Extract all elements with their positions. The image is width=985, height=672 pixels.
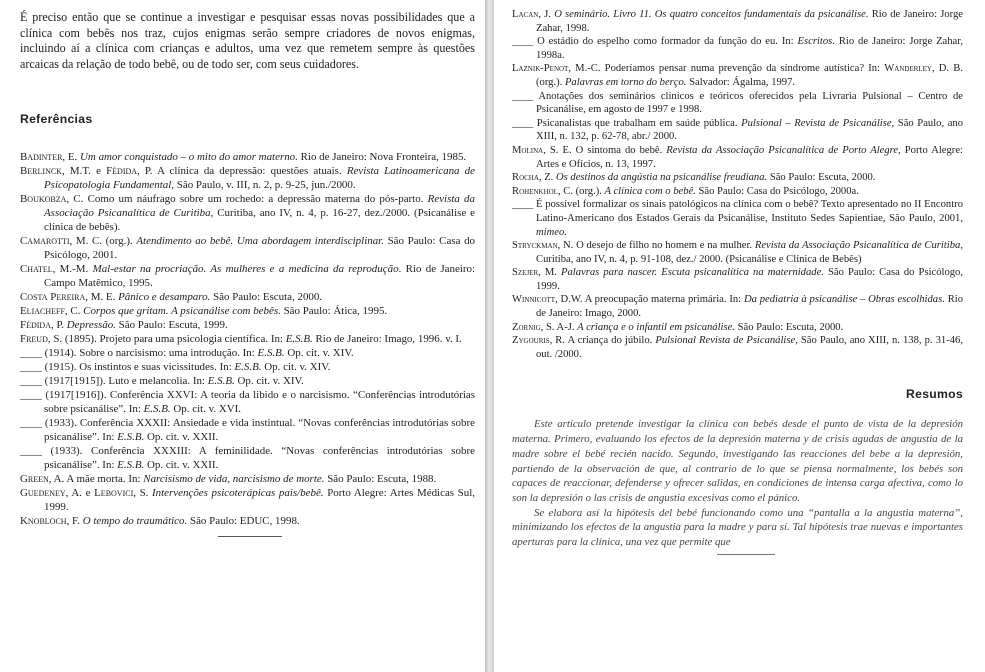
reference-title: Pulsional Revista de Psicanálise [655, 335, 796, 347]
reference-entry [512, 334, 963, 361]
reference-author: Fédida [20, 319, 51, 332]
reference-entry [512, 198, 963, 239]
reference-author: Zornig [512, 321, 541, 333]
reference-author: Lacan [512, 9, 539, 20]
reference-text: , A. A mãe morta. In: [48, 473, 144, 486]
reference-title: E.S.B. [234, 361, 262, 374]
reference-text: , F. [66, 515, 83, 528]
reference-author: Zygouris [512, 335, 550, 347]
reference-text: Op. cit. v. XXII. [144, 431, 219, 444]
reference-text: São Paulo: Casa do Psicólogo, 1999. [536, 267, 963, 292]
references-list [20, 150, 475, 528]
references-heading: Referências [20, 112, 93, 127]
reference-title: Revista da Associação Psicanalítica de Porto Alegre [666, 144, 899, 156]
reference-author: Boukobza [20, 193, 67, 206]
reference-text: , S. (1895). Projeto para uma psicologia científica. In: [47, 333, 286, 346]
reference-text: . Rio de Janeiro: Jorge Zahar, 1998a. [536, 36, 963, 61]
reference-title: Revista Latinoamericana de Psicopatologia Fundamental [44, 165, 475, 192]
reference-author: Rocha [512, 172, 539, 184]
reference-entry [512, 321, 963, 335]
reference-title: E.S.B. [207, 375, 235, 388]
reference-author: Laznik-Penot [512, 63, 569, 75]
reference-title: Pânico e desamparo. [118, 291, 211, 304]
reference-text: Porto Alegre: Artes Médicas Sul, 1999. [44, 487, 475, 514]
reference-text: , Curitiba, ano IV, n. 4, p. 91-108, dez./ 2000. (Psicanálise e Clínica de Bebês) [536, 240, 963, 265]
reference-title: Da pediatria à psicanálise – Obras escolhidas. [743, 294, 945, 306]
reference-author: Camarotti [20, 235, 70, 248]
reference-text: Rio de Janeiro: Imago, 2000. [536, 294, 963, 320]
reference-title: E.S.B. [117, 459, 145, 472]
reference-entry [20, 234, 475, 262]
reference-entry [20, 150, 475, 164]
reference-title: Intervenções psicoterápicas pais/bebê. [152, 487, 324, 500]
reference-text: (1933). Conferência XXXIII: A feminilidade. “Novas conferências introdutórias sobre psicanálise”. In: [41, 445, 475, 472]
reference-title: Um amor conquistado – o mito do amor materno. [80, 151, 298, 164]
reference-title: Revista da Associação Psicanalítica de Curitiba [44, 193, 475, 220]
reference-entry [512, 171, 963, 185]
reference-title: Escritos [797, 36, 833, 48]
reference-text: , São Paulo, v. III, n. 2, p. 9-25, jun./2000. [171, 179, 356, 192]
reference-entry [20, 192, 475, 234]
resumo-text [512, 417, 963, 549]
reference-author: Szejer [512, 267, 539, 279]
page-gutter [485, 0, 494, 672]
reference-text: Rio de Janeiro: Imago, 1996. v. I. [312, 333, 462, 346]
reference-text: São Paulo: Escuta, 2000. [210, 291, 323, 304]
reference-coauthor: Fédida [106, 165, 138, 178]
reference-text: , São Paulo, ano XIII, n. 138, p. 31-46, out. /2000. [536, 335, 963, 360]
reference-text: , M.-M. [52, 263, 93, 276]
reference-title: Narcisismo de vida, narcisismo de morte. [143, 473, 325, 486]
reference-title: Palavras para nascer. Escuta psicanalítica na maternidade. [561, 267, 824, 279]
reference-text: Anotações dos seminários clínicos e teóricos oferecidos pela Livraria Pulsional – Centro de Psicanálise, em agosto de 1997 e 1998. [533, 90, 963, 116]
resumo-paragraph: Este artículo pretende investigar la clínica con bebés desde el punto de vista de la depresión materna. Primero, evaluando los efectos de la depresión materna y de crisis agudas de angustia de la madre sobre el bebé recién nacido. Segundo, investigando las reacciones del bebe a la depresión, partiendo de la observación de que, al contrario de lo que se piensa normalmente, los bebés son capaces de reaccionar, defenderse y ofrecer salidas, en condiciones de intensa carga afectiva, como lo son la depresión o las crisis de angustia excesivas como el pánico. [512, 418, 963, 504]
reference-text: , Porto Alegre: Artes e Ofícios, n. 13, 1997. [536, 144, 963, 170]
reference-title: Palavras em torno do berço. [564, 76, 687, 88]
reference-text: , C. (org.). [557, 185, 605, 197]
reference-author: ____ [20, 445, 42, 458]
reference-entry [20, 416, 475, 444]
reference-author: Rohenkhol [512, 185, 558, 197]
reference-text: , S. E. O sintoma do bebê. [543, 144, 667, 156]
reference-author: Chatel [20, 263, 53, 276]
reference-entry [512, 90, 963, 117]
reference-coauthor: Wanderley [884, 63, 932, 75]
reference-entry [512, 8, 963, 35]
resumo-end-rule [717, 554, 775, 555]
reference-text: , R. A criança do júbilo. [549, 335, 656, 347]
reference-text: , M. E. [85, 291, 119, 304]
reference-entry [512, 239, 963, 266]
reference-entry [20, 472, 475, 486]
reference-title: Mal-estar na procriação. As mulheres e a medicina da reprodução [92, 263, 399, 276]
reference-author: Guedeney [20, 487, 66, 500]
reference-text: Op. cit. v. XXII. [144, 459, 219, 472]
reference-entry [20, 332, 475, 346]
reference-text: , D. B. (org.). [536, 63, 963, 88]
reference-text: Op. cit. v. XIV. [234, 375, 304, 388]
reference-author: Costa Pereira [20, 291, 86, 304]
reference-text: Rio de Janeiro: Jorge Zahar, 1998. [536, 9, 963, 34]
reference-entry [20, 164, 475, 192]
reference-text: , N. O desejo de filho no homem e na mulher. [557, 240, 755, 252]
reference-entry [20, 514, 475, 528]
reference-entry [512, 266, 963, 293]
reference-entry [512, 293, 963, 320]
reference-text: . Rio de Janeiro: Campo Matêmico, 1995. [44, 263, 476, 290]
reference-text: São Paulo: Casa do Psicólogo, 2000a. [695, 185, 859, 197]
reference-text: , J. [538, 9, 555, 20]
reference-entry [512, 117, 963, 144]
reference-text: Op. cit. v. XIV. [261, 361, 331, 374]
reference-author: Stryckman [512, 240, 558, 252]
reference-title: E.S.B. [117, 431, 145, 444]
reference-text: , P. [50, 319, 67, 332]
reference-entry [512, 185, 963, 199]
reference-text: , M.-C. Poderíamos pensar numa prevenção da síndrome autística? In: [568, 63, 885, 75]
reference-author: ____ [20, 375, 42, 388]
reference-text: , C. Como um náufrago sobre um rochedo: a depressão materna do pós-parto. [66, 193, 428, 206]
reference-author: ____ [512, 199, 534, 211]
resumos-heading: Resumos [906, 387, 963, 402]
reference-entry [20, 262, 475, 290]
reference-text: , S. A-J. [540, 321, 578, 333]
left-page [0, 0, 485, 672]
reference-title: O seminário. Livro 11. Os quatro conceitos fundamentais da psicanálise. [554, 9, 869, 20]
reference-title: Atendimento ao bebê. Uma abordagem interdisciplinar. [136, 235, 384, 248]
reference-text: , M. [538, 267, 562, 279]
reference-text: São Paulo: EDUC, 1998. [187, 515, 300, 528]
reference-entry [512, 62, 963, 89]
reference-title: E.S.B. [143, 403, 171, 416]
reference-title: Os destinos da angústia na psicanálise freudiana. [555, 172, 768, 184]
reference-entry [20, 374, 475, 388]
reference-text: , M. C. (org.). [69, 235, 137, 248]
reference-title: E.S.B. [285, 333, 313, 346]
reference-title: mimeo. [536, 226, 567, 238]
reference-text: (1917[1916]). Conferência XXVI: A teoria da libido e o narcisismo. “Conferências introdutórias sobre psicanálise”. In: [41, 389, 475, 416]
reference-entry [20, 304, 475, 318]
reference-text: , A. e [65, 487, 95, 500]
reference-title: O tempo do traumático. [82, 515, 188, 528]
reference-author: ____ [512, 36, 534, 48]
reference-text: (1917[1915]). Luto e melancolia. In: [41, 375, 208, 388]
reference-author: Freud [20, 333, 48, 346]
reference-author: ____ [20, 361, 42, 374]
reference-title: Revista da Associação Psicanalítica de Curitiba [754, 240, 961, 252]
reference-author: ____ [20, 417, 42, 430]
end-rule [218, 536, 282, 537]
references-list-continued [512, 8, 963, 361]
reference-text: O estádio do espelho como formador da função do eu. In: [533, 36, 798, 48]
reference-text: , P. A clínica da depressão: questões atuais. [137, 165, 347, 178]
reference-entry [20, 486, 475, 514]
reference-text: São Paulo: Escuta, 2000. [767, 172, 876, 184]
reference-text: Rio de Janeiro: Nova Fronteira, 1985. [297, 151, 467, 164]
reference-entry [20, 346, 475, 360]
reference-text: (1933). Conferência XXXII: Ansiedade e vida instintual. “Novas conferências introdutórias sobre psicanálise”. In: [41, 417, 475, 444]
reference-text: , C. [64, 305, 84, 318]
reference-text: É possível formalizar os sinais patológicos na clínica com o bebê? Texto apresentado no II Encontro Latino-Americano dos Estados Gerais da Psicanálise, Instituto Sedes Sapientiae, São Paulo, 2001, [533, 199, 963, 224]
reference-text: Salvador: Ágalma, 1997. [686, 76, 796, 88]
reference-text: , M.T. e [61, 165, 107, 178]
reference-entry [20, 318, 475, 332]
reference-entry [512, 144, 963, 171]
reference-text: , Z. [538, 172, 556, 184]
reference-author: Winnicott [512, 294, 556, 306]
reference-author: Molina [512, 144, 544, 156]
reference-entry [512, 35, 963, 62]
resumo-paragraph: Se elabora así la hipótesis del bebé funcionando como una “pantalla a la angustia materna”, minimizando los efectos de la angustia para la madre y para sí. Tal hipótesis trae nuevas e importantes aperturas para la clínica, una vez que permite que [512, 506, 963, 549]
reference-author: Berlinck [20, 165, 62, 178]
reference-text: Op. cit. v. XIV. [284, 347, 354, 360]
reference-author: Eliacheff [20, 305, 65, 318]
reference-text: (1914). Sobre o narcisismo: uma introdução. In: [41, 347, 258, 360]
reference-entry [20, 360, 475, 374]
reference-text: (1915). Os instintos e suas vicissitudes. In: [41, 361, 235, 374]
reference-title: Pulsional – Revista de Psicanálise [741, 117, 892, 129]
reference-text: Psicanalistas que trabalham em saúde pública. [533, 117, 742, 129]
reference-title: E.S.B. [257, 347, 285, 360]
reference-author: Badinter [20, 151, 63, 164]
reference-title: A criança e o infantil em psicanálise. [577, 321, 735, 333]
reference-text: São Paulo: Escuta, 1988. [324, 473, 437, 486]
reference-text: São Paulo: Ática, 1995. [280, 305, 388, 318]
reference-title: Depressão. [66, 319, 116, 332]
reference-author: Knobloch [20, 515, 67, 528]
reference-author: ____ [512, 90, 534, 102]
reference-text: São Paulo: Escuta, 1999. [115, 319, 228, 332]
intro-paragraph: É preciso então que se continue a investigar e pesquisar essas novas possibilidades que a clínica com bebês nos traz, cujos enigmas serão sempre criadores de novos enigmas, incluindo aí a clínica com crianças e adultos, uma vez que remetem sempre às questões arcaicas da relação de todo bebê, ou de todo ser, com seus cuidadores. [20, 10, 475, 71]
reference-text: , E. [62, 151, 81, 164]
reference-author: Green [20, 473, 49, 486]
reference-author: ____ [512, 117, 534, 129]
reference-entry [20, 444, 475, 472]
reference-text: , D.W. A preocupação materna primária. In: [555, 294, 744, 306]
reference-text: São Paulo: Casa do Psicólogo, 2001. [44, 235, 476, 262]
right-page [494, 0, 985, 672]
reference-entry [20, 290, 475, 304]
reference-author: ____ [20, 347, 42, 360]
reference-text: Op. cit. v. XVI. [170, 403, 242, 416]
reference-text: , São Paulo, ano XIII, n. 132, p. 62-78, abr./ 2000. [536, 117, 963, 143]
reference-author: ____ [20, 389, 42, 402]
reference-title: A clínica com o bebê. [604, 185, 696, 197]
reference-text: , Curitiba, ano IV, n. 4, p. 16-27, dez./2000. (Psicanálise e clínica de bebês). [44, 207, 475, 234]
reference-entry [20, 388, 475, 416]
reference-coauthor: Lebovici [94, 487, 134, 500]
reference-text: , S. [133, 487, 153, 500]
reference-title: Corpos que gritam. A psicanálise com bebês. [83, 305, 281, 318]
reference-text: São Paulo: Escuta, 2000. [734, 321, 844, 333]
